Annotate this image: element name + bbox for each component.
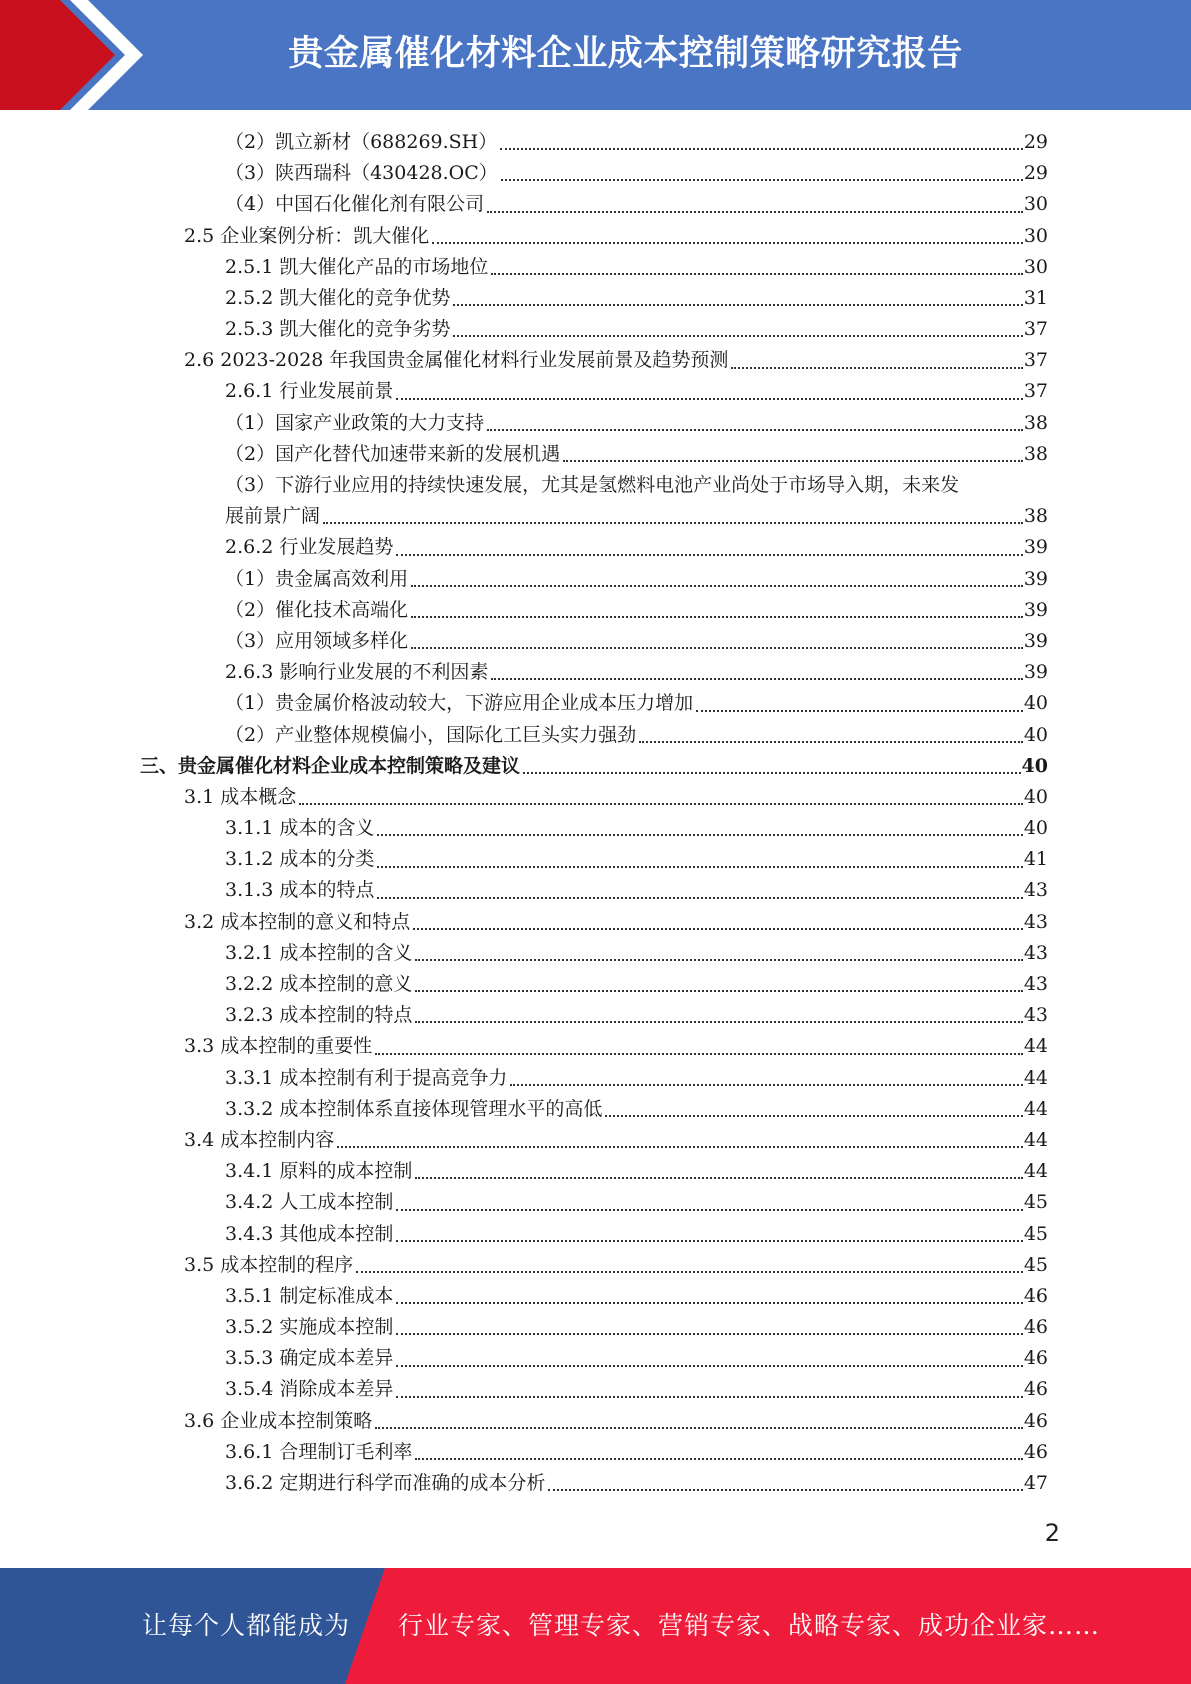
toc-entry-page: 44 <box>1023 1066 1048 1089</box>
toc-entry-label: （3）应用领域多样化 <box>225 629 409 652</box>
toc-entry[interactable] <box>140 1063 1048 1094</box>
toc-leader-dots <box>411 616 1023 618</box>
toc-entry[interactable] <box>140 1031 1048 1062</box>
toc-leader-dots <box>377 897 1022 899</box>
toc-leader-dots <box>323 522 1023 524</box>
toc-entry-label: （2）凯立新材（688269.SH） <box>225 130 498 153</box>
footer-banner <box>0 1568 1191 1684</box>
toc-entry-page: 30 <box>1023 255 1048 278</box>
toc-entry-page: 43 <box>1023 973 1048 996</box>
toc-entry-label: 三、贵金属催化材料企业成本控制策略及建议 <box>140 754 521 777</box>
toc-entry-page: 44 <box>1023 1128 1048 1151</box>
toc-leader-dots <box>411 647 1023 649</box>
toc-leader-dots <box>453 335 1022 337</box>
toc-entry-label: 3.4.3 其他成本控制 <box>225 1222 394 1245</box>
toc-leader-dots <box>396 1396 1022 1398</box>
toc-entry[interactable] <box>140 1156 1048 1187</box>
toc-entry-label: 3.1.3 成本的特点 <box>225 879 375 902</box>
toc-entry-page: 40 <box>1023 785 1048 808</box>
header-arrow-decoration <box>0 0 160 110</box>
toc-entry[interactable] <box>140 626 1048 657</box>
toc-leader-dots <box>356 1271 1023 1273</box>
toc-entry[interactable] <box>140 907 1048 938</box>
toc-entry-label: 2.6.3 影响行业发展的不利因素 <box>225 661 489 684</box>
toc-leader-dots <box>337 1146 1023 1148</box>
toc-entry-label: （1）国家产业政策的大力支持 <box>225 411 485 434</box>
toc-entry-label: 2.5 企业案例分析：凯大催化 <box>184 224 430 247</box>
toc-entry[interactable] <box>140 532 1048 563</box>
toc-entry[interactable] <box>140 1468 1048 1499</box>
toc-entry-label: （1）贵金属价格波动较大，下游应用企业成本压力增加 <box>225 692 694 715</box>
toc-entry-page: 46 <box>1023 1316 1048 1339</box>
toc-entry-label: （1）贵金属高效利用 <box>225 567 409 590</box>
toc-leader-dots <box>411 585 1023 587</box>
toc-entry-page: 39 <box>1023 629 1048 652</box>
toc-leader-dots <box>415 1177 1022 1179</box>
toc-entry[interactable] <box>140 283 1048 314</box>
toc-entry-label: 3.1.1 成本的含义 <box>225 817 375 840</box>
toc-entry-page: 46 <box>1023 1378 1048 1401</box>
toc-leader-dots <box>487 429 1023 431</box>
toc-leader-dots <box>605 1115 1022 1117</box>
toc-leader-dots <box>501 179 1023 181</box>
toc-entry-page: 46 <box>1023 1409 1048 1432</box>
toc-entry-label: 2.6 2023-2028 年我国贵金属催化材料行业发展前景及趋势预测 <box>184 349 729 372</box>
toc-leader-dots <box>415 959 1022 961</box>
toc-entry[interactable] <box>140 688 1048 719</box>
toc-entry-label: 3.3.1 成本控制有利于提高竞争力 <box>225 1066 508 1089</box>
toc-leader-dots <box>396 1209 1022 1211</box>
toc-entry-page: 38 <box>1023 442 1048 465</box>
toc-entry-page: 29 <box>1023 130 1048 153</box>
toc-entry[interactable] <box>140 1125 1048 1156</box>
toc-entry-label: 3.5.3 确定成本差异 <box>225 1347 394 1370</box>
toc-leader-dots <box>491 678 1022 680</box>
toc-entry[interactable] <box>140 1375 1048 1406</box>
toc-entry-label: 3.3.2 成本控制体系直接体现管理水平的高低 <box>225 1097 603 1120</box>
toc-entry-label: 2.5.1 凯大催化产品的市场地位 <box>225 255 489 278</box>
toc-entry-page: 40 <box>1023 817 1048 840</box>
toc-entry-label: 3.2.1 成本控制的含义 <box>225 941 413 964</box>
toc-entry-page: 40 <box>1021 754 1048 777</box>
toc-entry-label: 3.4.2 人工成本控制 <box>225 1191 394 1214</box>
toc-leader-dots <box>696 710 1023 712</box>
toc-entry-page: 43 <box>1023 1004 1048 1027</box>
toc-entry-label: 3.5.4 消除成本差异 <box>225 1378 394 1401</box>
toc-entry[interactable] <box>140 439 1048 470</box>
toc-entry-page: 37 <box>1023 380 1048 403</box>
toc-leader-dots <box>299 803 1023 805</box>
toc-entry-label: 3.2.2 成本控制的意义 <box>225 973 413 996</box>
toc-entry[interactable] <box>140 1000 1048 1031</box>
toc-entry[interactable] <box>140 127 1048 158</box>
toc-entry[interactable] <box>140 314 1048 345</box>
toc-entry-label: 3.5.1 制定标准成本 <box>225 1284 394 1307</box>
toc-entry[interactable] <box>140 1312 1048 1343</box>
toc-leader-dots <box>375 1427 1023 1429</box>
toc-entry-page: 37 <box>1023 318 1048 341</box>
toc-entry-page: 44 <box>1023 1160 1048 1183</box>
toc-entry[interactable] <box>140 844 1048 875</box>
toc-entry-label-line1: （3）下游行业应用的持续快速发展，尤其是氢燃料电池产业尚处于市场导入期，未来发 <box>225 474 960 497</box>
toc-entry[interactable] <box>140 158 1048 189</box>
toc-entry[interactable] <box>140 1094 1048 1125</box>
toc-entry-label: 2.5.2 凯大催化的竞争优势 <box>225 286 451 309</box>
toc-leader-dots <box>639 741 1023 743</box>
toc-entry-label: 3.1 成本概念 <box>184 785 297 808</box>
toc-entry[interactable] <box>140 938 1048 969</box>
toc-entry[interactable] <box>140 1437 1048 1468</box>
toc-leader-dots <box>396 398 1022 400</box>
toc-entry[interactable] <box>140 782 1048 813</box>
toc-entry[interactable] <box>140 969 1048 1000</box>
toc-entry-page: 46 <box>1023 1284 1048 1307</box>
toc-leader-dots <box>500 148 1023 150</box>
toc-leader-dots <box>396 1240 1022 1242</box>
toc-entry-multiline[interactable] <box>140 470 1048 532</box>
toc-entry-label: 3.2.3 成本控制的特点 <box>225 1004 413 1027</box>
toc-entry-page: 41 <box>1023 848 1048 871</box>
toc-leader-dots <box>491 273 1022 275</box>
toc-entry-page: 45 <box>1023 1222 1048 1245</box>
toc-entry-label: 3.4 成本控制内容 <box>184 1128 335 1151</box>
toc-leader-dots <box>548 1489 1022 1491</box>
toc-entry-label: （2）催化技术高端化 <box>225 598 409 621</box>
toc-entry[interactable] <box>140 1187 1048 1218</box>
toc-entry-label: 3.4.1 原料的成本控制 <box>225 1160 413 1183</box>
toc-entry-page: 47 <box>1023 1472 1048 1495</box>
toc-entry-page: 46 <box>1023 1347 1048 1370</box>
toc-chapter-entry[interactable] <box>140 751 1048 782</box>
toc-entry-page: 43 <box>1023 879 1048 902</box>
toc-entry-page: 31 <box>1023 286 1048 309</box>
toc-entry[interactable] <box>140 345 1048 376</box>
toc-leader-dots <box>563 460 1023 462</box>
toc-entry-label-line2: 展前景广阔 <box>225 505 321 528</box>
toc-entry-page: 44 <box>1023 1097 1048 1120</box>
toc-entry-page: 40 <box>1023 723 1048 746</box>
toc-entry-page: 30 <box>1023 224 1048 247</box>
toc-leader-dots <box>396 1333 1022 1335</box>
toc-entry[interactable] <box>140 564 1048 595</box>
toc-entry-label: （2）产业整体规模偏小，国际化工巨头实力强劲 <box>225 723 637 746</box>
toc-entry-label: （4）中国石化催化剂有限公司 <box>225 193 485 216</box>
toc-leader-dots <box>523 772 1021 774</box>
toc-entry-page: 39 <box>1023 598 1048 621</box>
toc-entry[interactable] <box>140 813 1048 844</box>
toc-leader-dots <box>510 1084 1022 1086</box>
toc-leader-dots <box>396 1302 1022 1304</box>
toc-entry-label: 3.6.2 定期进行科学而准确的成本分析 <box>225 1472 546 1495</box>
toc-entry-label: 3.6 企业成本控制策略 <box>184 1409 373 1432</box>
toc-entry-page: 38 <box>1023 411 1048 434</box>
toc-entry-label: 3.1.2 成本的分类 <box>225 848 375 871</box>
toc-leader-dots <box>375 1053 1023 1055</box>
toc-leader-dots <box>432 242 1023 244</box>
page-number: 2 <box>1044 1519 1060 1547</box>
toc-leader-dots <box>396 1365 1022 1367</box>
toc-entry-label: 3.5.2 实施成本控制 <box>225 1316 394 1339</box>
toc-entry[interactable] <box>140 252 1048 283</box>
toc-entry[interactable] <box>140 221 1048 252</box>
toc-entry[interactable] <box>140 595 1048 626</box>
toc-entry-label: （3）陕西瑞科（430428.OC） <box>225 162 498 185</box>
toc-leader-dots <box>415 990 1022 992</box>
toc-entry[interactable] <box>140 1343 1048 1374</box>
toc-entry[interactable] <box>140 657 1048 688</box>
toc-entry-label: 3.5 成本控制的程序 <box>184 1253 354 1276</box>
toc-entry-label: 2.5.3 凯大催化的竞争劣势 <box>225 318 451 341</box>
report-title: 贵金属催化材料企业成本控制策略研究报告 <box>288 34 963 74</box>
toc-leader-dots <box>453 304 1022 306</box>
footer-slogan-left: 让每个人都能成为 <box>142 1611 351 1640</box>
toc-leader-dots <box>415 1021 1022 1023</box>
toc-entry-page: 39 <box>1023 661 1048 684</box>
toc-entry-page: 30 <box>1023 193 1048 216</box>
table-of-contents <box>140 127 1048 1499</box>
toc-entry-page: 40 <box>1023 692 1048 715</box>
toc-entry-label: 3.3 成本控制的重要性 <box>184 1035 373 1058</box>
toc-entry-page: 44 <box>1023 1035 1048 1058</box>
toc-entry-page: 29 <box>1023 162 1048 185</box>
toc-entry[interactable] <box>140 408 1048 439</box>
toc-entry[interactable] <box>140 1219 1048 1250</box>
toc-leader-dots <box>377 834 1022 836</box>
toc-entry[interactable] <box>140 189 1048 220</box>
toc-entry-page: 43 <box>1023 910 1048 933</box>
toc-entry-page: 37 <box>1023 349 1048 372</box>
toc-leader-dots <box>731 367 1022 369</box>
toc-entry[interactable] <box>140 1406 1048 1437</box>
toc-leader-dots <box>377 866 1022 868</box>
toc-entry[interactable] <box>140 1250 1048 1281</box>
toc-leader-dots <box>413 928 1023 930</box>
toc-entry-label: 3.6.1 合理制订毛利率 <box>225 1440 413 1463</box>
toc-entry[interactable] <box>140 876 1048 907</box>
footer-slogan-right: 行业专家、管理专家、营销专家、战略专家、成功企业家…… <box>398 1611 1101 1640</box>
toc-entry-label: 2.6.2 行业发展趋势 <box>225 536 394 559</box>
toc-entry[interactable] <box>140 1281 1048 1312</box>
toc-entry-label: 2.6.1 行业发展前景 <box>225 380 394 403</box>
toc-leader-dots <box>415 1458 1022 1460</box>
toc-entry-label: 3.2 成本控制的意义和特点 <box>184 910 411 933</box>
toc-entry-page: 43 <box>1023 941 1048 964</box>
toc-entry-page: 46 <box>1023 1440 1048 1463</box>
toc-entry-page: 38 <box>1023 505 1048 528</box>
toc-entry-label: （2）国产化替代加速带来新的发展机遇 <box>225 442 561 465</box>
toc-entry[interactable] <box>140 720 1048 751</box>
toc-leader-dots <box>487 211 1023 213</box>
toc-entry-page: 45 <box>1023 1191 1048 1214</box>
toc-entry-page: 39 <box>1023 567 1048 590</box>
report-header <box>0 0 1191 110</box>
toc-leader-dots <box>396 554 1022 556</box>
toc-entry-page: 39 <box>1023 536 1048 559</box>
toc-entry-page: 45 <box>1023 1253 1048 1276</box>
toc-entry[interactable] <box>140 377 1048 408</box>
